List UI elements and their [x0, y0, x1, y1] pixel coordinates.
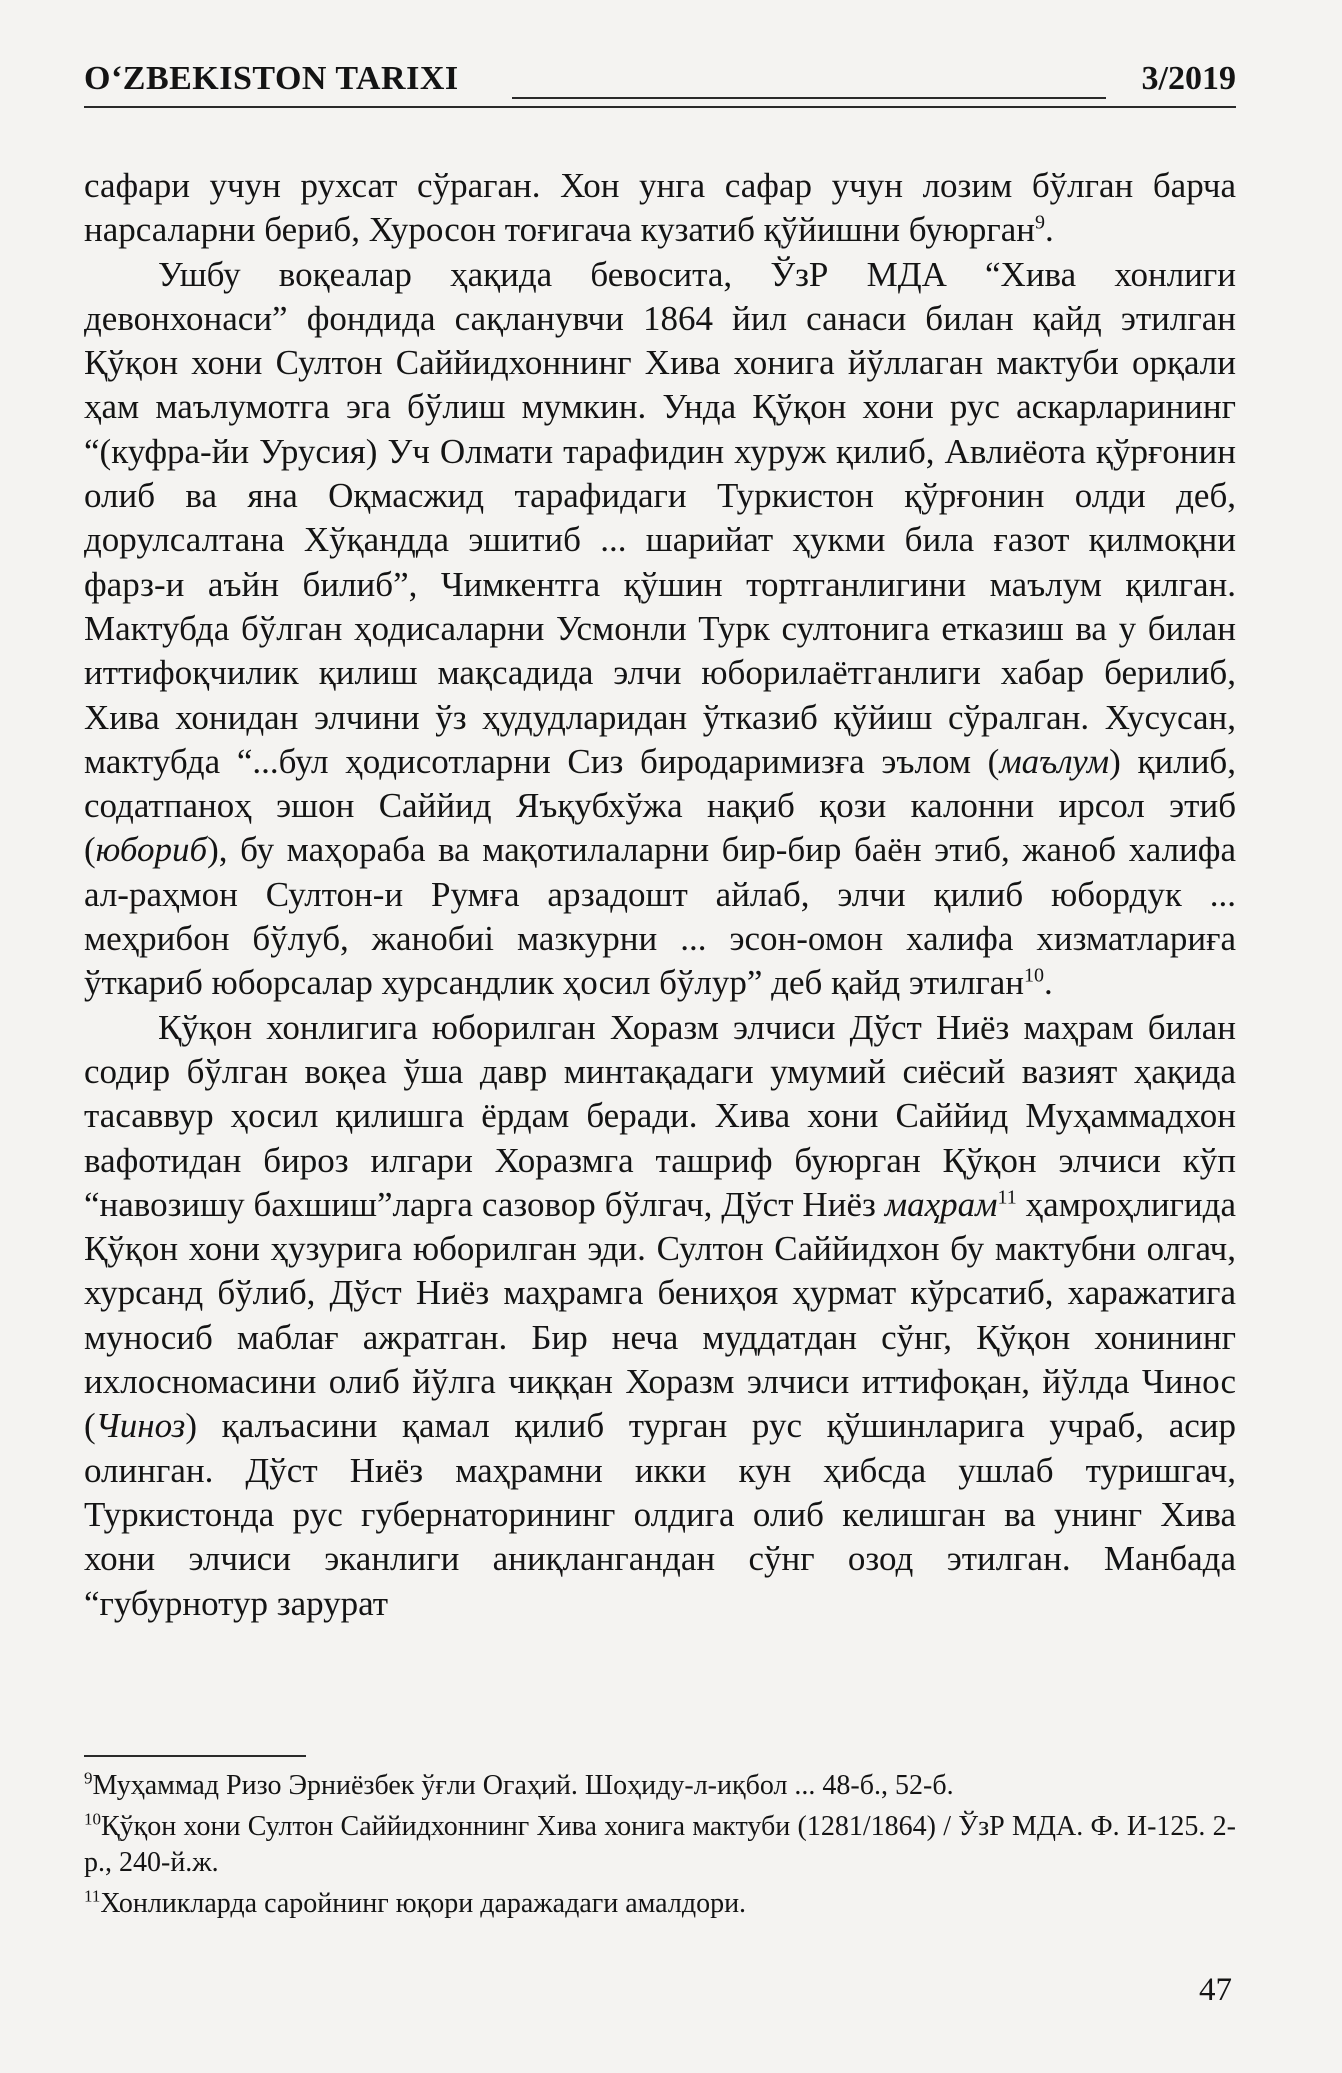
- footnote-rule: [84, 1755, 306, 1757]
- paragraph-3: [84, 1006, 1236, 1626]
- journal-title: O‘ZBEKISTON TARIXI: [84, 60, 459, 97]
- text-run: ), бу маҳораба ва мақотилаларни бир-бир баён этиб, жаноб халифа ал-раҳмон Султон-и Румға арзадошт айлаб, элчи қилиб юбордук ... меҳрибон бўлуб, жанобиi мазкурни ... эсон-омон халифа хизматлариға ўткариб юборсалар хурсандлик ҳосил бўлур” деб қайд этилган: [84, 830, 1236, 1003]
- issue-number: 3/2019: [1141, 60, 1236, 97]
- text-run: сафари учун рухсат сўраган. Хон унга сафар учун лозим бўлган барча нарсаларни бериб, Хуросон тоғигача кузатиб қўйишни буюрган: [84, 166, 1236, 250]
- text-run: Ушбу воқеалар ҳақида бевосита, ЎзР МДА “Хива хонлиги девонхонаси” фондида сақланувчи 1864 йил санаси билан қайд этилган Қўқон хони Султон Саййидхоннинг Хива хонига йўллаган мактуби орқали ҳам маълумотга эга бўлиш мумкин. Унда Қўқон хони рус аскарларининг “(куфра-йи Урусия) Уч Олмати тарафидин хуруж қилиб, Авлиёота қўрғонин олиб ва яна Оқмасжид тарафидаги Туркистон қўрғонин олди деб, дорулсалтана Хўқандда эшитиб ... шарийат ҳукми била ғазот қилмоқни фарз-и аъйн билиб”, Чимкентга қўшин тортганлигини маълум қилган. Мактубда бўлган ҳодисаларни Усмонли Турк султонига етказиш ва у билан иттифоқчилик қилиш мақсадида элчи юборилаётганлиги хабар берилиб, Хива хонидан элчини ўз ҳудудларидан ўтказиб қўйиш сўралган. Хусусан, мактубда “...бул ҳодисотларни Сиз биродаримизға эълом (: [84, 254, 1236, 781]
- header-underline: [84, 106, 1236, 108]
- text-run: ) қалъасини қамал қилиб турган рус қўшинларига учраб, асир олинган. Дўст Ниёз маҳрамни икки кун ҳибсда ушлаб туришгач, Туркистонда рус губернаторининг олдига олиб келишган ва унинг Хива хони элчиси эканлиги аниқлангандан сўнг озод этилган. Манбада “губурнотур зарурат: [84, 1406, 1236, 1623]
- text-run: Қўқон хонлигига юборилган Хоразм элчиси Дўст Ниёз маҳрам билан содир бўлган воқеа ўша давр минтақадаги умумий сиёсий вазият ҳақида тасаввур ҳосил қилишга ёрдам беради. Хива хони Саййид Муҳаммадхон вафотидан бироз илгари Хоразмга ташриф буюрган Қўқон элчиси кўп “навозишу бахшиш”ларга сазовор бўлгач, Дўст Ниёз: [84, 1007, 1236, 1224]
- footnote-number: 11: [84, 1886, 101, 1906]
- italic-term: маҳрам: [884, 1184, 998, 1224]
- italic-term: юбориб: [95, 830, 208, 870]
- article-body: [84, 164, 1236, 1626]
- header-rule: [512, 97, 1106, 99]
- footnote-9: [84, 1768, 1236, 1804]
- italic-term: маълум: [999, 741, 1110, 781]
- footnote-ref-10: 10: [1024, 964, 1045, 987]
- footnote-text: Хонликларда саройнинг юқори даражадаги амалдори.: [100, 1888, 747, 1919]
- text-run: ) қилиб, содатпаноҳ эшон Саййид Яъқубхўжа нақиб қози калонни ирсол этиб (: [84, 741, 1236, 870]
- footnote-ref-9: 9: [1035, 211, 1045, 234]
- page-number: 47: [1199, 1972, 1232, 2008]
- footnote-text: Қўқон хони Султон Саййидхоннинг Хива хонига мактуби (1281/1864) / ЎзР МДА. Ф. И-125. 2-р., 240-й.ж.: [84, 1811, 1236, 1878]
- footnote-ref-11: 11: [997, 1186, 1017, 1209]
- footnote-number: 9: [84, 1768, 93, 1788]
- paragraph-1: [84, 164, 1236, 253]
- footnote-11: [84, 1886, 1236, 1922]
- footnote-text: Муҳаммад Ризо Эрниёзбек ўғли Огаҳий. Шоҳиду-л-иқбол ... 48-б., 52-б.: [92, 1770, 954, 1801]
- text-run: .: [1044, 963, 1053, 1003]
- footnote-10: [84, 1809, 1236, 1881]
- italic-term: Чиноз: [95, 1406, 186, 1446]
- footnote-number: 10: [84, 1809, 101, 1829]
- footnotes: [84, 1768, 1236, 1927]
- paragraph-2: [84, 253, 1236, 1006]
- text-run: .: [1045, 210, 1054, 250]
- text-run: ҳамроҳлигида Қўқон хони ҳузурига юборилган эди. Султон Саййидхон бу мактубни олгач, хурсанд бўлиб, Дўст Ниёз маҳрамга бениҳоя ҳурмат кўрсатиб, харажатига муносиб маблағ ажратган. Бир неча муддатдан сўнг, Қўқон хонининг ихлосномасини олиб йўлга чиққан Хоразм элчиси иттифоқан, йўлда Чинос (: [84, 1184, 1236, 1446]
- running-header: [84, 60, 1236, 106]
